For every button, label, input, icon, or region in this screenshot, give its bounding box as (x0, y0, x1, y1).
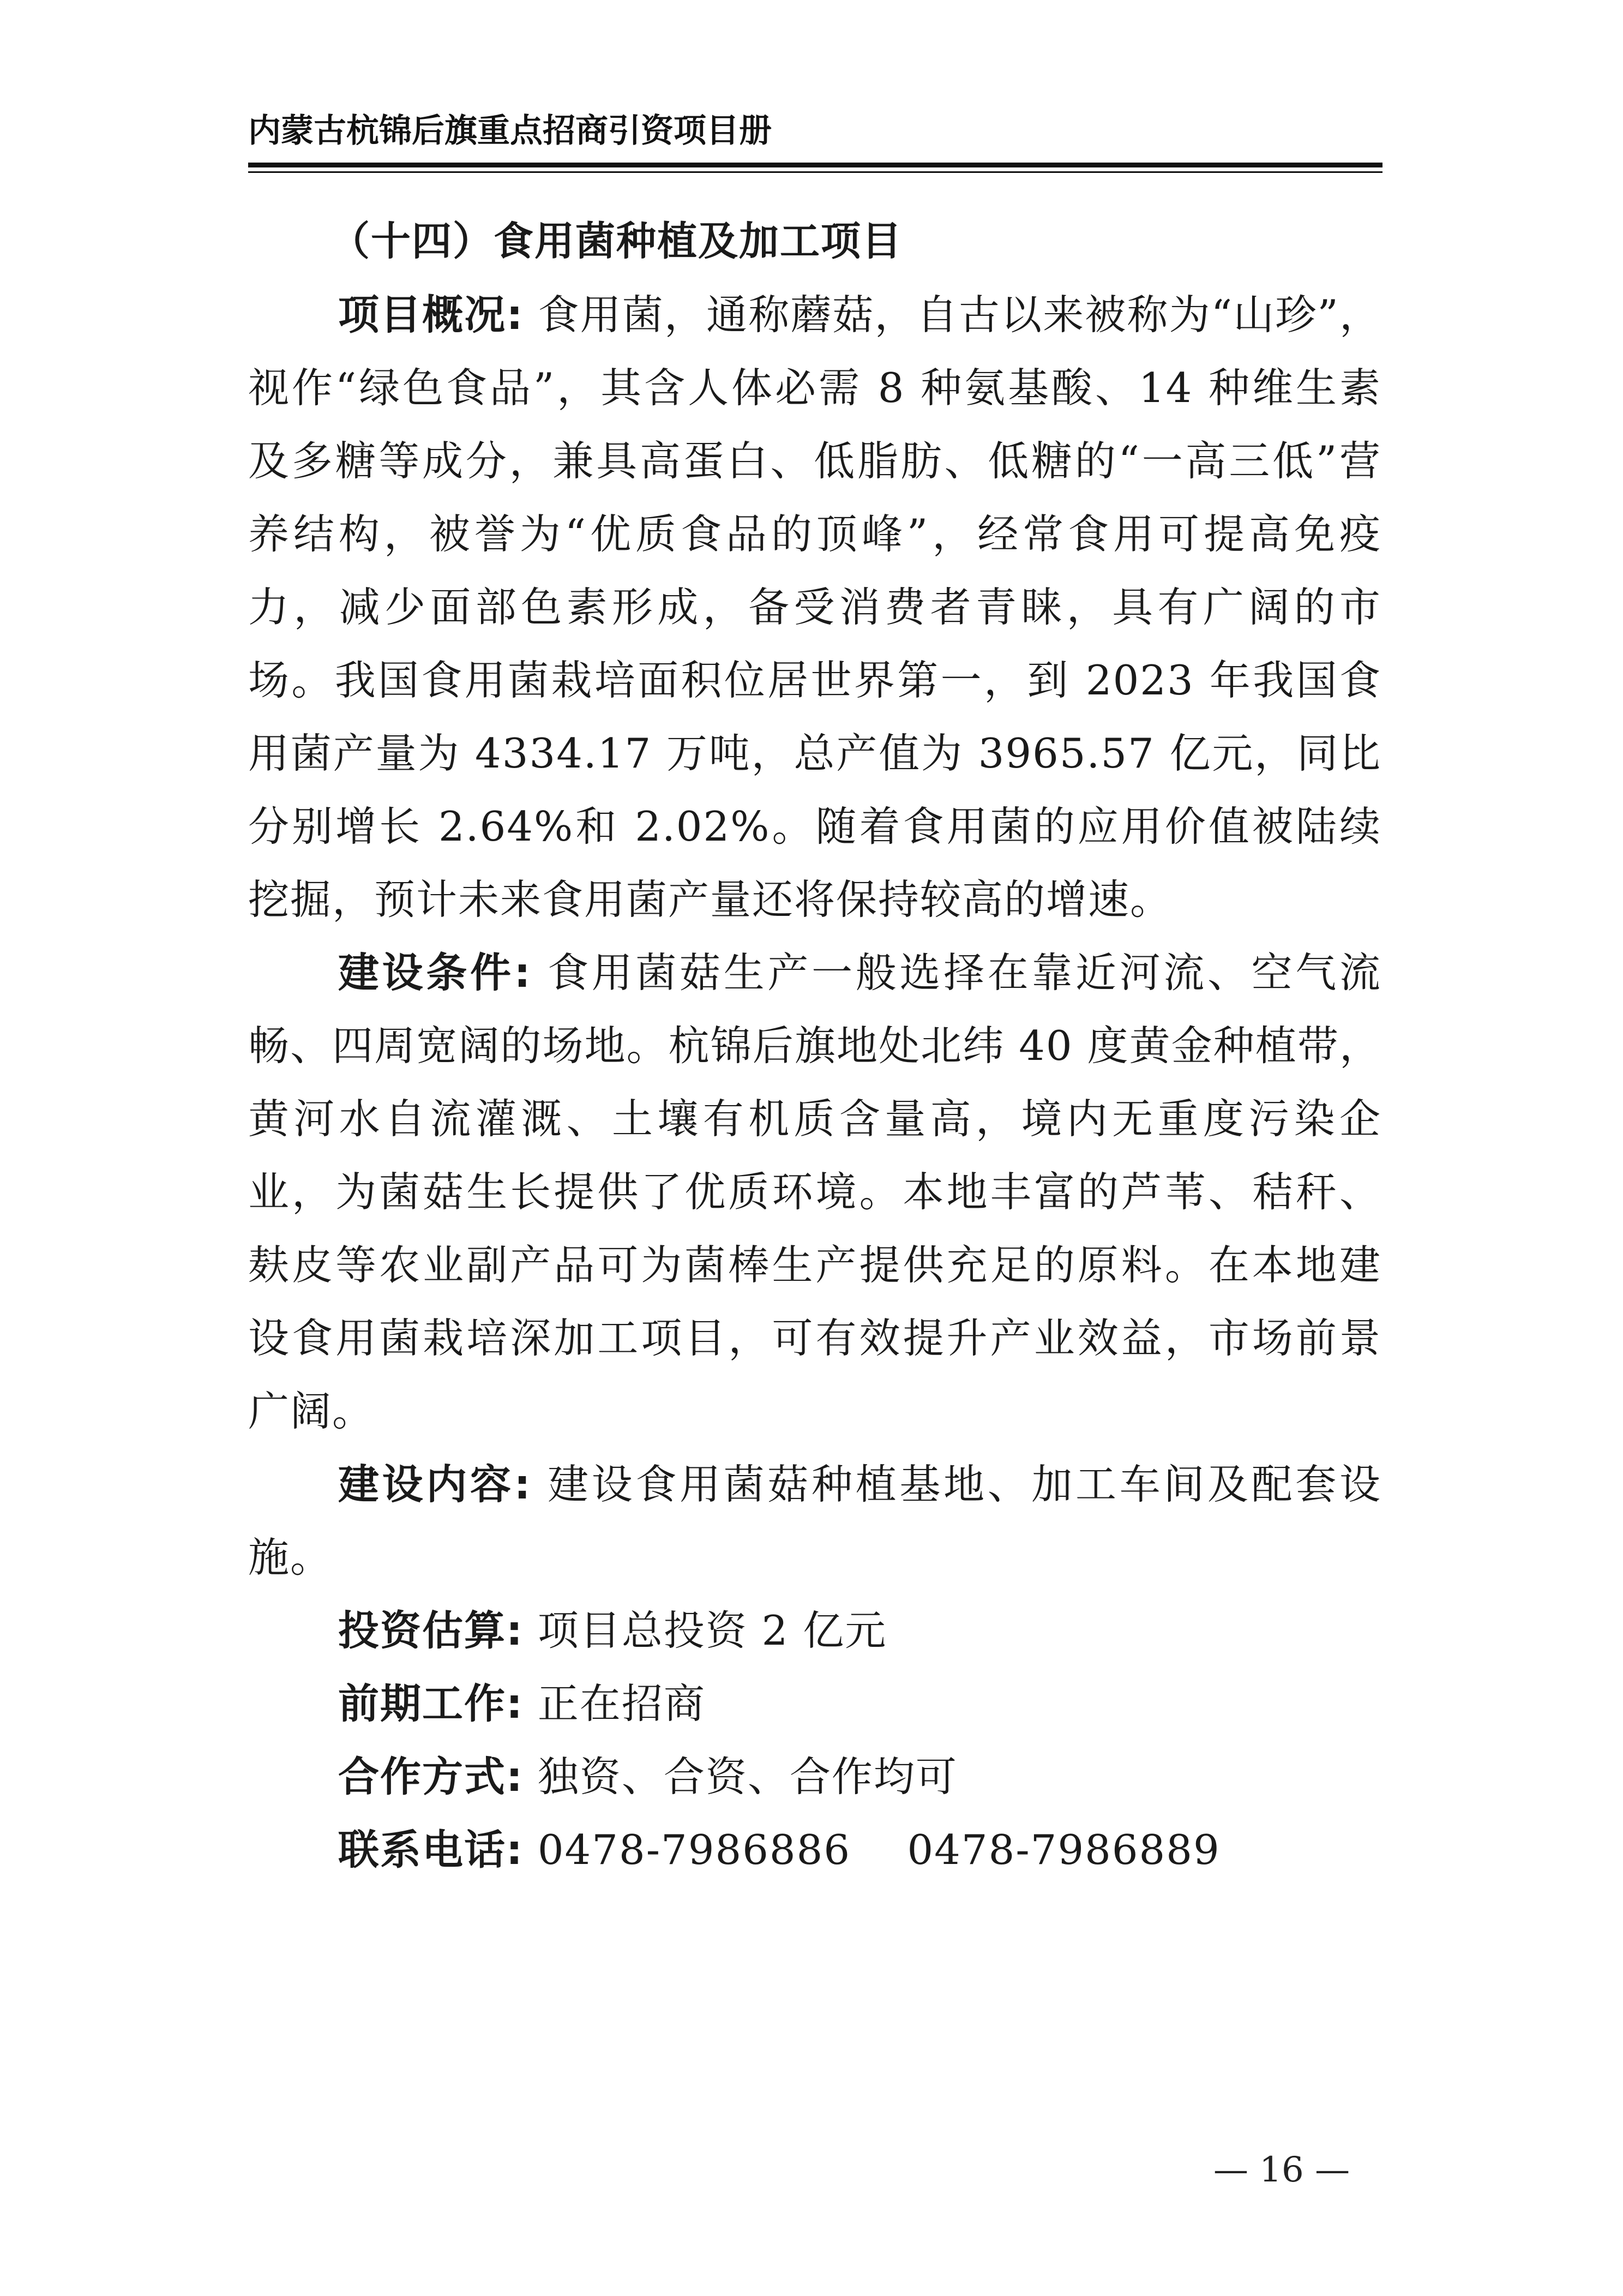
investment-line (248, 1594, 1381, 1667)
investment-label: 投资估算: (338, 1606, 524, 1654)
conditions-paragraph (248, 936, 1381, 1448)
preliminary-label: 前期工作: (338, 1680, 524, 1728)
header-rule-thin (248, 171, 1382, 173)
contact-phone-1: 0478-7986886 (537, 1826, 851, 1874)
preliminary-line (248, 1667, 1381, 1740)
preliminary-text: 正在招商 (537, 1680, 706, 1728)
section-heading: （十四）食用菌种植及加工项目 (330, 218, 903, 265)
cooperation-line (248, 1740, 1381, 1813)
overview-text: 食用菌，通称蘑菇，自古以来被称为“山珍”，视作“绿色食品”，其含人体必需 8 种氨基酸、14 种维生素及多糖等成分，兼具高蛋白、低脂肪、低糖的“一高三低”营养结构，被誉为“优质食品的顶峰”，经常食用可提高免疫力，减少面部色素形成，备受消费者青睐，具有广阔的市场。我国食用菌栽培面积位居世界第一，到 2023 年我国食用菌产量为 4334.17 万吨，总产值为 3965.57 亿元，同比分别增长 2.64%和 2.02%。随着食用菌的应用价值被陆续挖掘，预计未来食用菌产量还将保持较高的增速。 (248, 291, 1382, 924)
contact-phone-2: 0478-7986889 (907, 1826, 1221, 1874)
conditions-text: 食用菌菇生产一般选择在靠近河流、空气流畅、四周宽阔的场地。杭锦后旗地处北纬 40 度黄金种植带，黄河水自流灌溉、土壤有机质含量高，境内无重度污染企业，为菌菇生长提供了优质环境。本地丰富的芦苇、秸秆、麸皮等农业副产品可为菌棒生产提供充足的原料。在本地建设食用菌栽培深加工项目，可有效提升产业效益，市场前景广阔。 (248, 949, 1381, 1435)
overview-paragraph (248, 278, 1381, 936)
content-paragraph (248, 1448, 1381, 1594)
page-number: — 16 — (1213, 2150, 1350, 2190)
contact-label: 联系电话: (338, 1826, 524, 1874)
cooperation-text: 独资、合资、合作均可 (537, 1753, 958, 1801)
content-label: 建设内容: (338, 1460, 532, 1508)
page-body (248, 205, 1381, 1886)
conditions-label: 建设条件: (338, 949, 532, 997)
overview-label: 项目概况: (338, 291, 524, 339)
contact-line (248, 1813, 1381, 1886)
header-rule-thick (248, 163, 1382, 167)
investment-text: 项目总投资 2 亿元 (537, 1606, 887, 1654)
cooperation-label: 合作方式: (338, 1753, 524, 1801)
running-header: 内蒙古杭锦后旗重点招商引资项目册 (248, 112, 772, 150)
content-text: 建设食用菌菇种植基地、加工车间及配套设施。 (248, 1460, 1381, 1581)
